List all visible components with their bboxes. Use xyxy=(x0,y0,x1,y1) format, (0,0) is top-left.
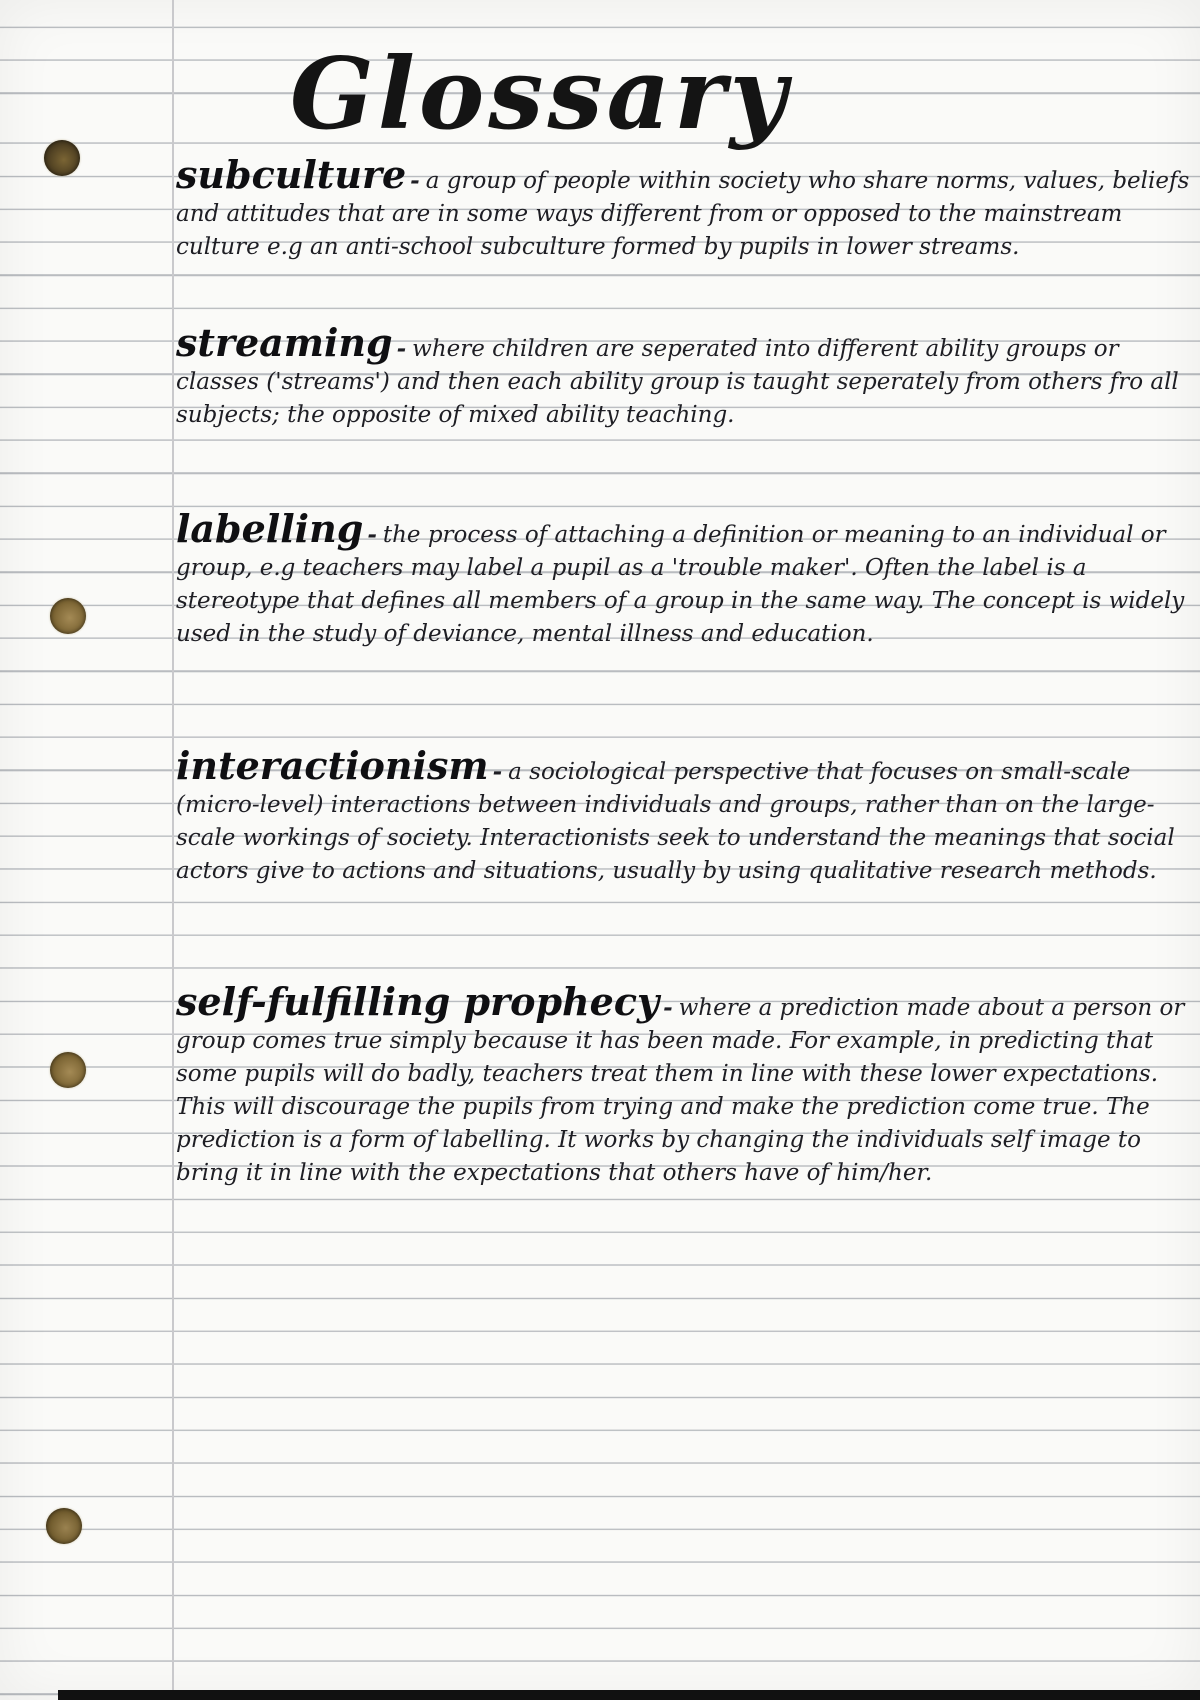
entry-definition: where children are seperated into different ability groups or classes ('streams') and then each ability group is taught seperately from others fro all subjects; the opposite of mixed ability teaching. xyxy=(176,336,1179,428)
entry-separator: - xyxy=(410,167,420,194)
entry-separator: - xyxy=(367,521,377,548)
punch-hole xyxy=(44,140,80,176)
entry-definition: where a prediction made about a person or group comes true simply because it has been made. For example, in predicting that some pupils will do badly, teachers treat them in line with these lower expectations. This will discourage the pupils from trying and make the prediction come true. The prediction is a form of labelling. It works by changing the individuals self image to bring it in line with the expectations that others have of him/her. xyxy=(176,995,1185,1186)
punch-hole xyxy=(50,598,86,634)
page-bottom-edge xyxy=(58,1690,1200,1700)
entry-separator: - xyxy=(396,335,407,362)
glossary-entry-subculture xyxy=(176,152,1192,264)
entry-term: subculture xyxy=(176,152,407,197)
glossary-entry-labelling xyxy=(176,506,1192,651)
entry-definition: a group of people within society who share norms, values, beliefs and attitudes that are in some ways different from or opposed to the mainstream culture e.g an anti-school subculture formed by pupils in lower streams. xyxy=(176,168,1190,260)
entry-separator: - xyxy=(663,994,673,1021)
entry-term: interactionism xyxy=(176,743,489,788)
entry-definition: a sociological perspective that focuses on small-scale (micro-level) interactions between individuals and groups, rather than on the large-scale workings of society. Interactionists seek to understand the meanings that social actors give to actions and situations, usually by using qualitative research methods. xyxy=(176,759,1175,884)
glossary-entry-self-fulfilling-prophecy xyxy=(176,979,1192,1190)
margin-line xyxy=(172,0,174,1700)
entry-separator: - xyxy=(492,758,503,785)
glossary-entry-interactionism xyxy=(176,743,1192,888)
entry-definition: the process of attaching a definition or meaning to an individual or group, e.g teachers may label a pupil as a 'trouble maker'. Often the label is a stereotype that defines all members of a group in the same way. The concept is widely used in the study of deviance, mental illness and education. xyxy=(176,522,1185,647)
glossary-entry-streaming xyxy=(176,320,1192,432)
page-title: Glossary xyxy=(290,37,791,152)
punch-hole xyxy=(50,1052,86,1088)
entry-term: self-fulfilling prophecy xyxy=(176,979,660,1024)
punch-hole xyxy=(46,1508,82,1544)
entry-term: streaming xyxy=(176,320,393,365)
entry-term: labelling xyxy=(176,506,364,551)
